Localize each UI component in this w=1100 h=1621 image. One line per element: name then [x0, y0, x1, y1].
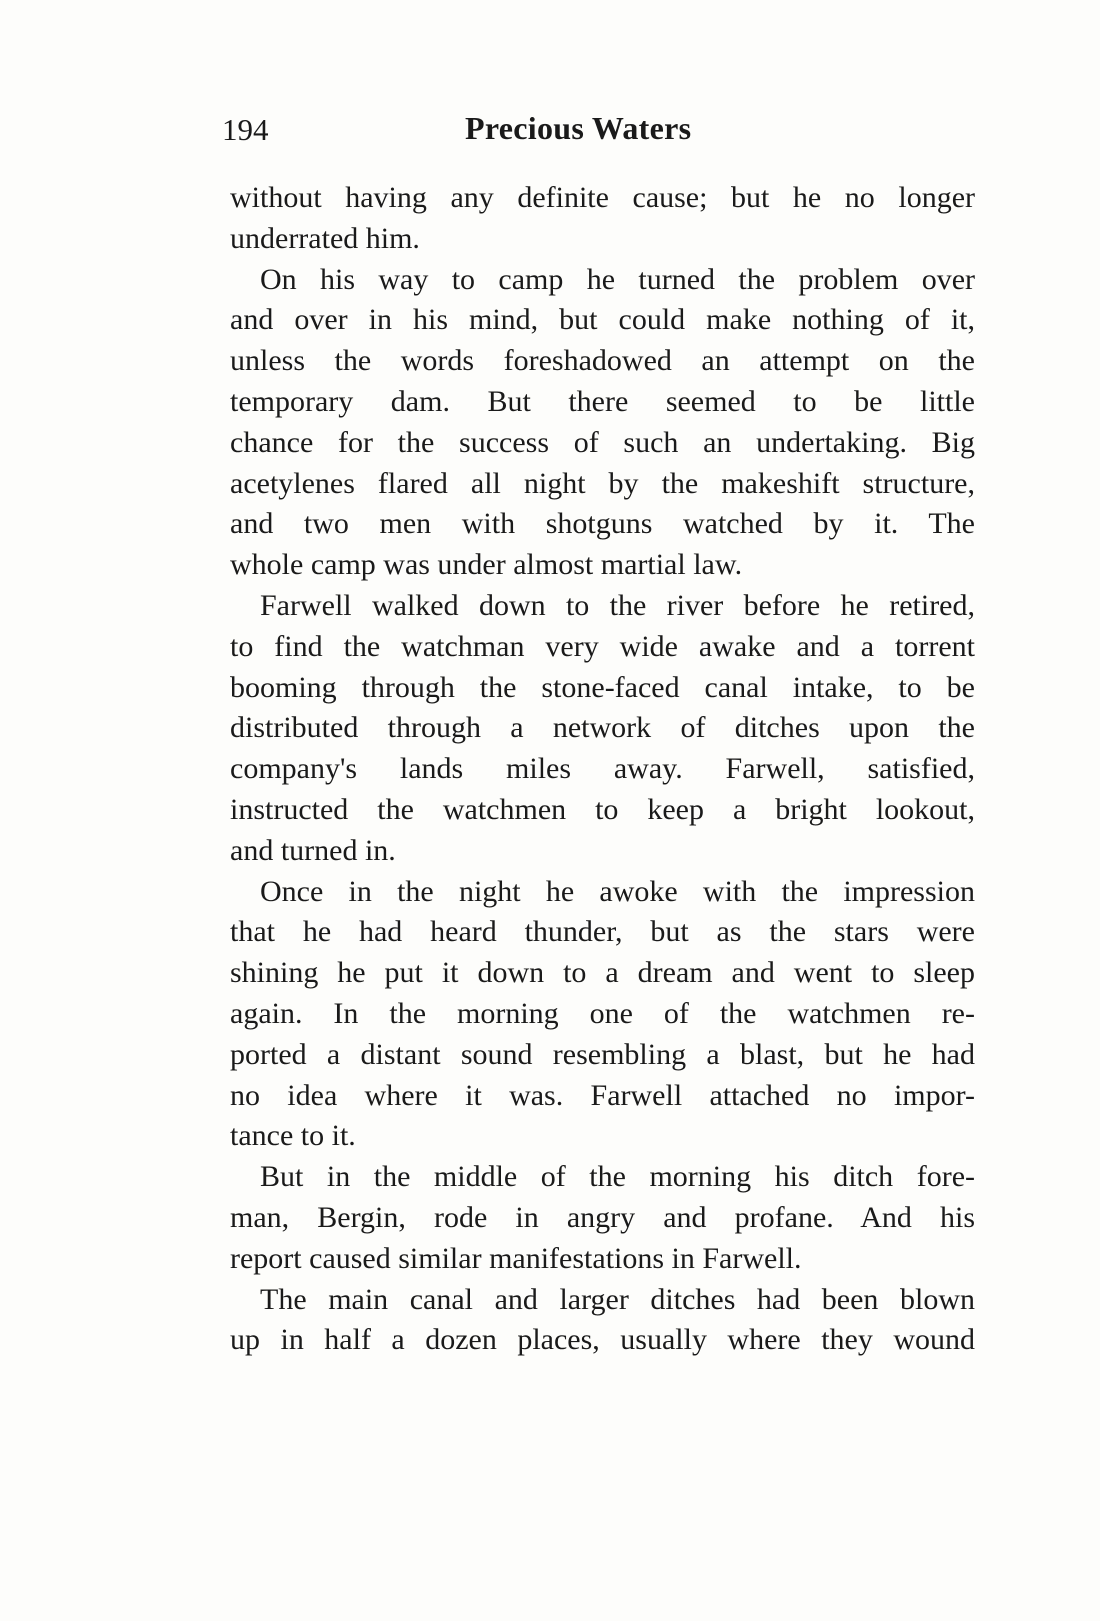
text-line: whole camp was under almost martial law. — [230, 548, 743, 582]
text-line: tance to it. — [230, 1119, 356, 1153]
text-line: shining he put it down to a dream and went to sleep — [230, 956, 975, 990]
text-line: no idea where it was. Farwell attached no impor- — [230, 1078, 975, 1112]
text-line: ported a distant sound resembling a blast, but he had — [230, 1037, 975, 1071]
text-line: to find the watchman very wide awake and a torrent — [230, 629, 975, 663]
text-line: again. In the morning one of the watchmen re- — [230, 996, 975, 1030]
text-line: company's lands miles away. Farwell, satisfied, — [230, 752, 975, 786]
text-line: and turned in. — [230, 833, 396, 867]
text-line: But in the middle of the morning his ditch fore- — [260, 1160, 975, 1194]
text-line: unless the words foreshadowed an attempt on the — [230, 344, 975, 378]
text-line: distributed through a network of ditches upon the — [230, 711, 975, 745]
text-line: report caused similar manifestations in Farwell. — [230, 1241, 802, 1275]
text-line: Farwell walked down to the river before he retired, — [260, 588, 975, 622]
running-title: Precious Waters — [465, 110, 692, 146]
text-line: man, Bergin, rode in angry and profane. And his — [230, 1200, 975, 1234]
text-line: without having any definite cause; but he no longer — [230, 181, 975, 214]
text-line: The main canal and larger ditches had been blown — [260, 1282, 975, 1316]
text-line: instructed the watchmen to keep a bright lookout, — [230, 792, 975, 826]
text-line: up in half a dozen places, usually where they wound — [230, 1323, 975, 1357]
body-text — [230, 178, 975, 1361]
text-line: booming through the stone-faced canal intake, to be — [230, 670, 975, 704]
text-line: and over in his mind, but could make nothing of it, — [230, 303, 975, 337]
text-line: that he had heard thunder, but as the stars were — [230, 915, 975, 949]
text-line: Once in the night he awoke with the impression — [260, 874, 975, 908]
text-line: acetylenes flared all night by the makeshift structure, — [230, 466, 975, 500]
text-line: chance for the success of such an undertaking. Big — [230, 425, 975, 459]
text-line: On his way to camp he turned the problem over — [260, 262, 975, 296]
text-line: and two men with shotguns watched by it. The — [230, 507, 975, 541]
text-line: temporary dam. But there seemed to be little — [230, 384, 975, 418]
page-number: 194 — [222, 112, 269, 147]
text-line: underrated him. — [230, 221, 420, 255]
